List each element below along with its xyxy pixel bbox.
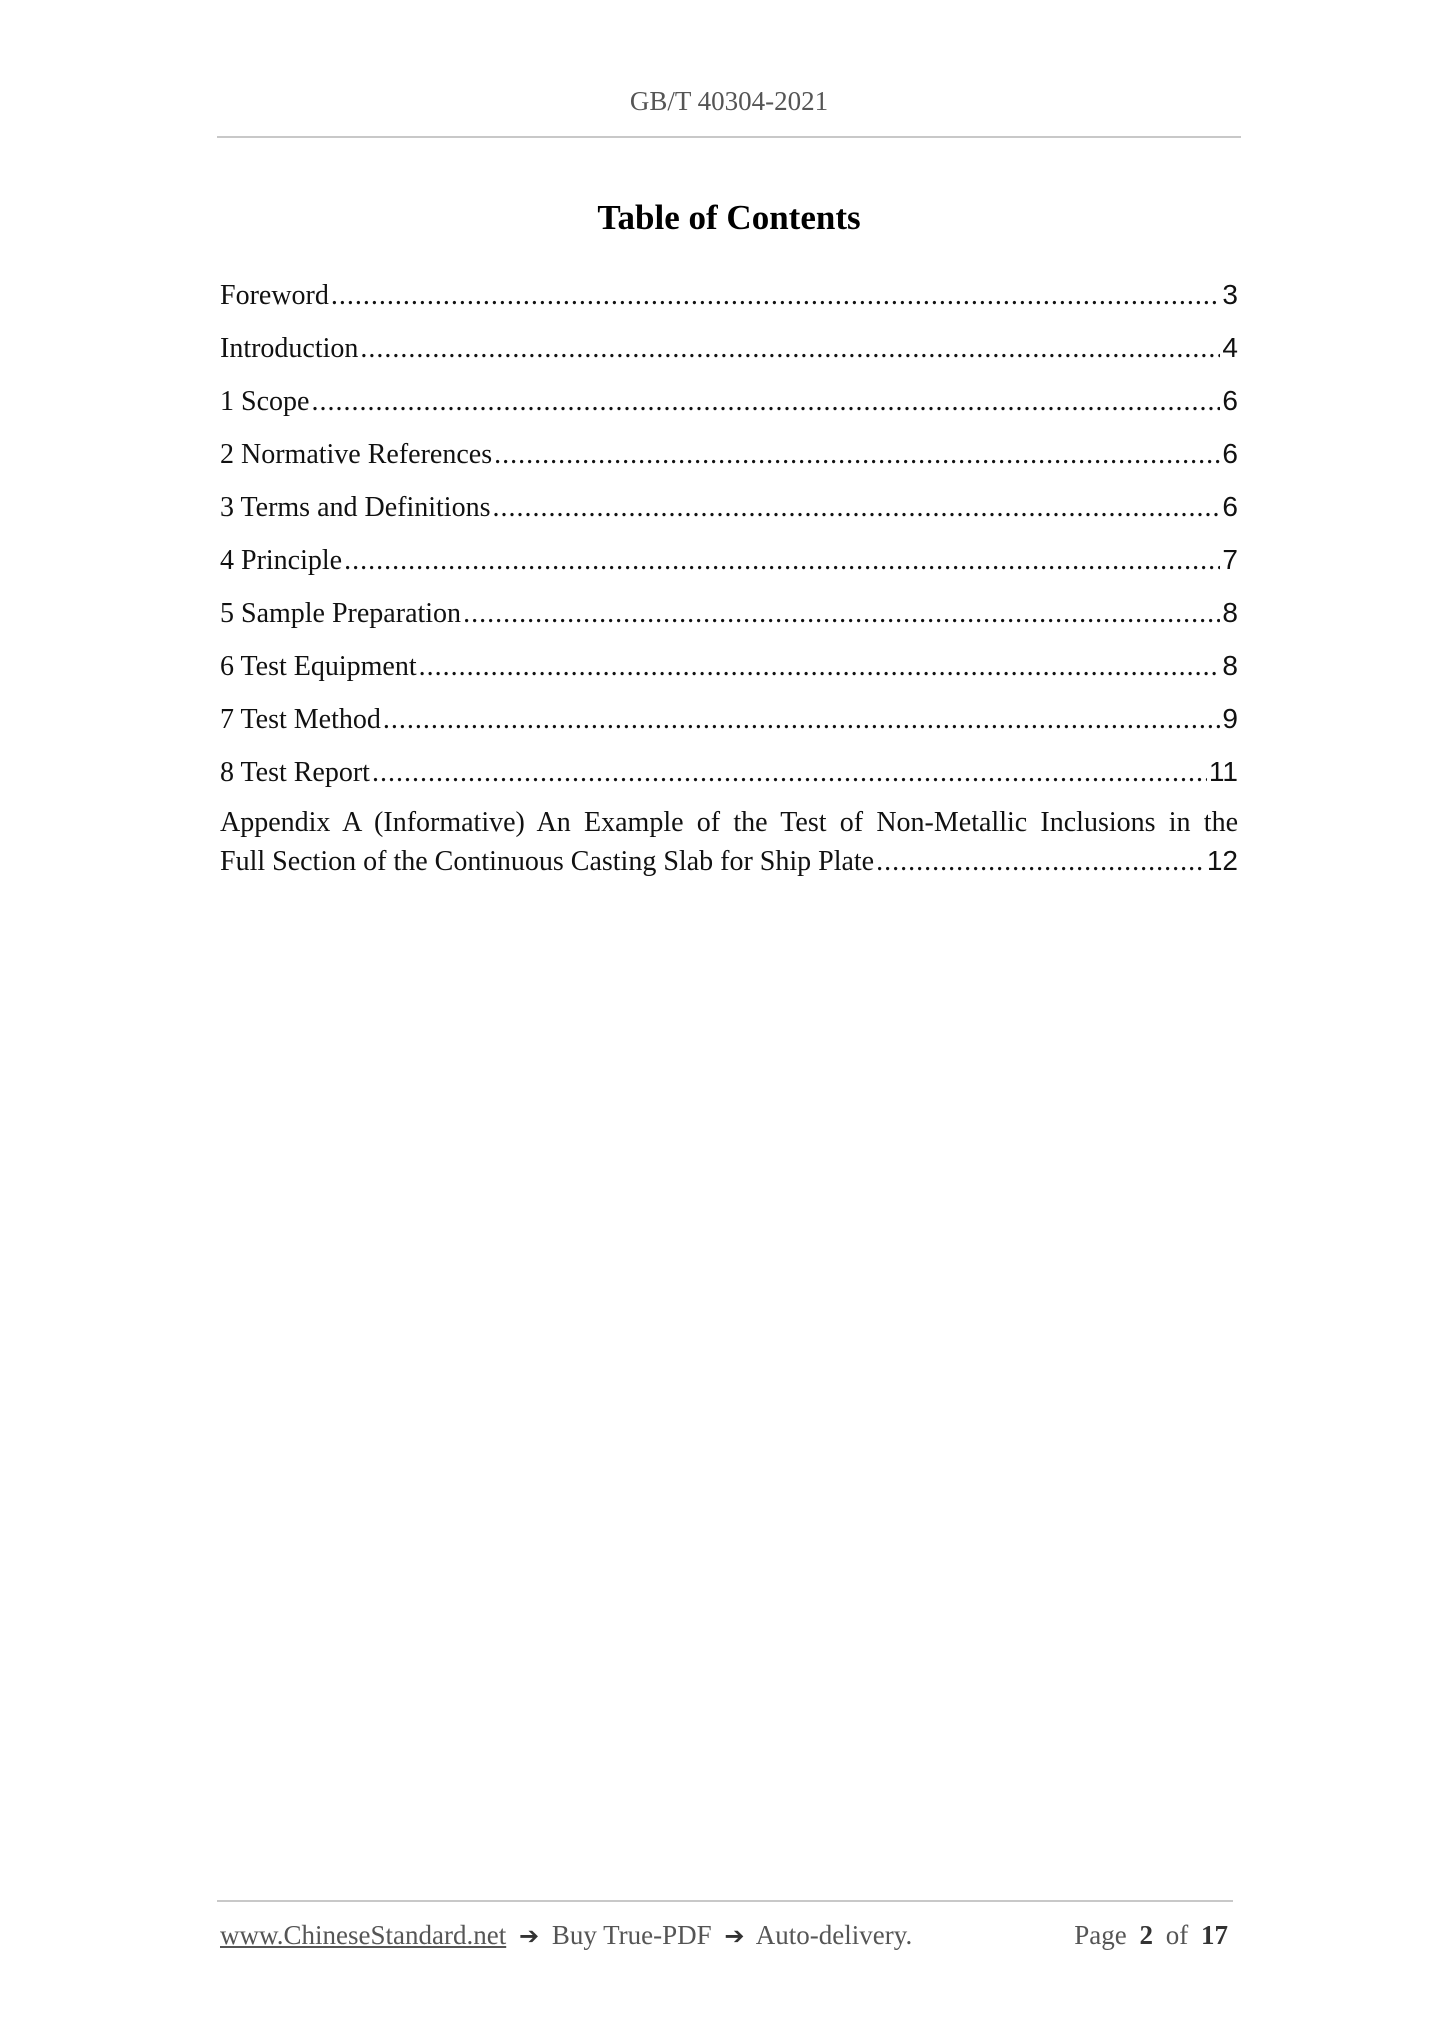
delivery-text: Auto-delivery. <box>755 1920 913 1950</box>
toc-entry-test-report[interactable] <box>220 745 1238 798</box>
toc-entry-appendix-a[interactable] <box>220 804 1238 881</box>
toc-dot-leader <box>360 322 1220 375</box>
page-current: 2 <box>1139 1920 1153 1950</box>
footer-promo <box>220 1920 912 1951</box>
toc-entry-scope[interactable] <box>220 374 1238 427</box>
toc-entry-label-line2-row <box>220 842 1238 881</box>
toc-dot-leader <box>492 481 1220 534</box>
toc-dot-leader <box>876 843 1205 881</box>
page-footer <box>220 1920 1234 1951</box>
toc-dot-leader <box>494 428 1220 481</box>
toc-entry-terms-definitions[interactable] <box>220 480 1238 533</box>
toc-entry-label: Foreword <box>220 280 329 311</box>
arrow-right-icon: ➔ <box>518 1922 540 1950</box>
site-link[interactable]: www.ChineseStandard.net <box>220 1920 507 1950</box>
page-word: Page <box>1074 1920 1127 1950</box>
toc-entry-test-equipment[interactable] <box>220 639 1238 692</box>
of-word: of <box>1165 1920 1189 1950</box>
toc-title: Table of Contents <box>597 198 861 237</box>
toc-dot-leader <box>372 746 1207 799</box>
toc-entry-page: 6 <box>1222 385 1238 416</box>
toc-entry-label: 2 Normative References <box>220 439 493 470</box>
toc-entry-page: 11 <box>1208 756 1238 787</box>
toc-entry-foreword[interactable] <box>220 268 1238 321</box>
toc-entry-label: 7 Test Method <box>220 704 381 735</box>
header-divider <box>217 136 1241 138</box>
toc-entry-principle[interactable] <box>220 533 1238 586</box>
toc-entry-label: 6 Test Equipment <box>220 651 417 682</box>
toc-entry-sample-preparation[interactable] <box>220 586 1238 639</box>
toc-entry-page: 8 <box>1222 650 1238 681</box>
toc-dot-leader <box>419 640 1221 693</box>
buy-text: Buy True-PDF <box>551 1920 712 1950</box>
toc-entry-label: 5 Sample Preparation <box>220 598 462 629</box>
toc-entry-page: 9 <box>1222 703 1238 734</box>
toc-entry-page: 12 <box>1206 845 1238 876</box>
toc-entry-label-line2: Full Section of the Continuous Casting Slab for Ship Plate <box>220 846 875 877</box>
toc-entry-page: 6 <box>1222 438 1238 469</box>
toc-entry-label: Introduction <box>220 333 359 364</box>
toc-dot-leader <box>383 693 1221 746</box>
toc-dot-leader <box>344 534 1220 587</box>
toc-entry-page: 8 <box>1222 597 1238 628</box>
toc-entry-label: 1 Scope <box>220 386 310 417</box>
toc-entry-introduction[interactable] <box>220 321 1238 374</box>
toc-entry-test-method[interactable] <box>220 692 1238 745</box>
toc-entry-label: 4 Principle <box>220 545 343 576</box>
footer-divider <box>217 1900 1233 1902</box>
toc-dot-leader <box>463 587 1220 640</box>
toc-dot-leader <box>331 269 1221 322</box>
toc-entry-page: 4 <box>1222 332 1238 363</box>
page-number <box>1074 1920 1234 1951</box>
toc-entry-label: 8 Test Report <box>220 757 370 788</box>
toc-entry-page: 3 <box>1222 279 1238 310</box>
toc-list <box>220 268 1238 881</box>
page-total: 17 <box>1201 1920 1228 1950</box>
toc-entry-label: 3 Terms and Definitions <box>220 492 491 523</box>
toc-dot-leader <box>311 375 1220 428</box>
toc-entry-normative-references[interactable] <box>220 427 1238 480</box>
toc-entry-label-line1: Appendix A (Informative) An Example of the Test of Non-Metallic Inclusions in the <box>220 807 1238 838</box>
page-header: GB/T 40304-2021 <box>629 86 829 116</box>
toc-entry-page: 7 <box>1222 544 1238 575</box>
toc-entry-page: 6 <box>1222 491 1238 522</box>
arrow-right-icon: ➔ <box>724 1922 745 1950</box>
